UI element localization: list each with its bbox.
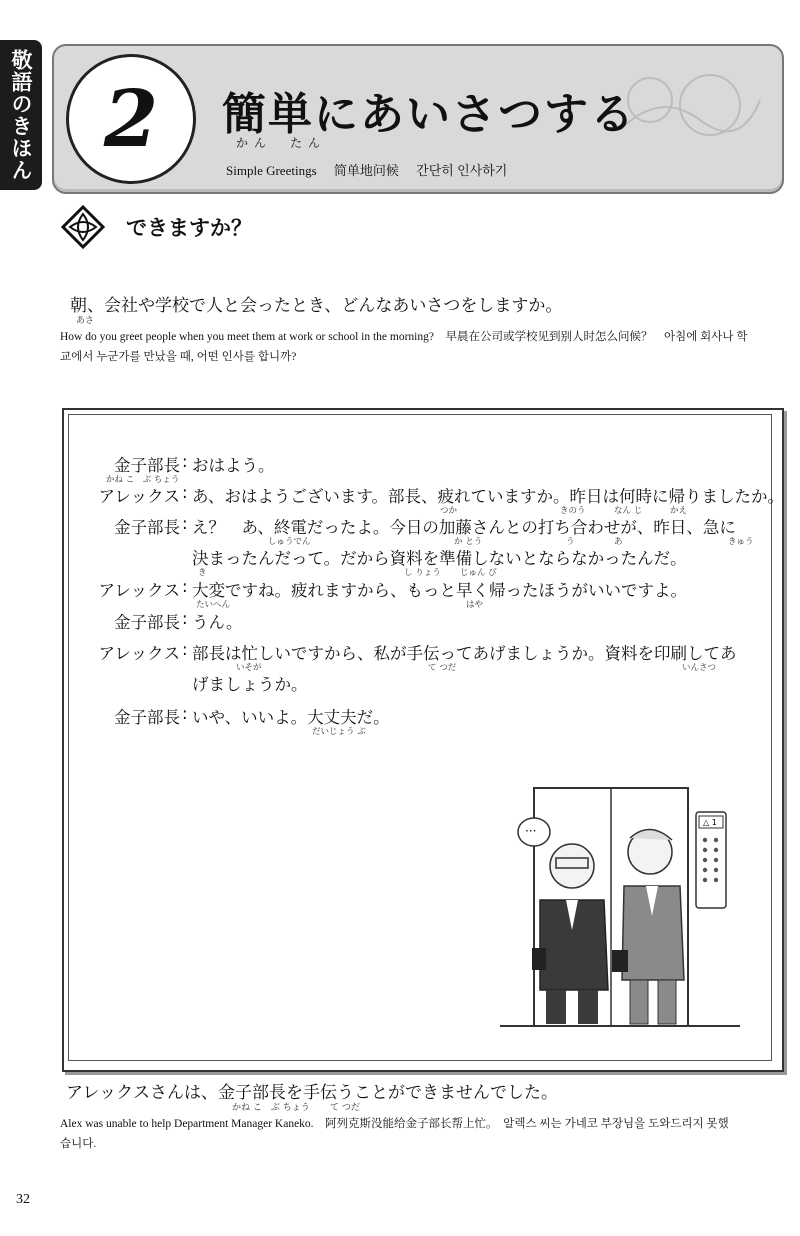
colon: :: [182, 452, 188, 471]
title-furigana-kan: かん: [236, 136, 273, 150]
subtitle-chinese: 简单地问候: [333, 163, 399, 178]
result-translation: [60, 1114, 780, 1154]
chapter-subtitle: [226, 160, 521, 179]
furigana-kae: かえ: [670, 506, 688, 516]
question-furigana: あさ: [76, 316, 95, 326]
furigana-ki: き: [198, 568, 207, 578]
furigana-shuuden: しゅうでん: [268, 537, 311, 547]
result-translation-line1: Alex was unable to help Department Manager Kaneko. 阿列克斯没能给金子部长帮上忙。 알렉스 씨는 가네코 부장님을 도와드리지 못했: [60, 1118, 729, 1130]
subtitle-korean: 간단히 인사하기: [416, 163, 508, 178]
chapter-number: 2: [66, 54, 196, 184]
furigana-tetsuda: て つだ: [428, 663, 457, 673]
colon: :: [182, 483, 188, 502]
diamond-ring-icon: [60, 204, 106, 250]
colon: :: [182, 640, 188, 659]
page-number: 32: [16, 1192, 30, 1207]
furigana-taihen: たいへん: [196, 600, 231, 610]
speech-text: 決まったんだって。だから資料を準備しないとならなかったんだ。: [192, 549, 687, 568]
colon: :: [182, 577, 188, 596]
kaneko-leg-left: [546, 990, 566, 1024]
elevator-panel-label: △ 1: [703, 818, 717, 827]
elevator-illustration: [500, 780, 740, 1040]
speaker-furigana: かね こ ぶ ちょう: [106, 475, 180, 485]
furigana-isoga: いそが: [236, 663, 262, 673]
furigana-nanji: なん じ: [614, 506, 643, 516]
question-text: 朝、会社や学校で人と会ったとき、どんなあいさつをしますか。: [70, 296, 563, 316]
colon: :: [182, 704, 188, 723]
furigana-katou: か とう: [454, 537, 483, 547]
speaker-kaneko: 金子部長: [114, 708, 180, 727]
alex-leg-left: [630, 980, 648, 1024]
speech-text: 部長は忙しいですから、私が手伝ってあげましょうか。資料を印刷してあ: [192, 644, 737, 663]
speech-text: おはよう。: [192, 456, 275, 475]
section-heading: できますか？: [126, 216, 252, 240]
chapter-title: 簡単にあいさつする: [222, 89, 636, 140]
furigana-kyuu: きゅう: [728, 537, 754, 547]
speech-text: いや、いいよ。大丈夫だ。: [192, 708, 390, 727]
colon: :: [182, 514, 188, 533]
colon: :: [182, 609, 188, 628]
result-furigana-tetsuda: て つだ: [330, 1103, 360, 1113]
question-translation-line2: 교에서 누군가를 만났을 때, 어떤 인사를 합니까?: [60, 351, 297, 363]
kaneko-briefcase: [532, 948, 546, 970]
alex-briefcase: [612, 950, 628, 972]
furigana-a: あ: [614, 537, 623, 547]
speech-text: うん。: [192, 613, 243, 632]
speaker-alex: アレックス: [98, 581, 180, 600]
speaker-kaneko: 金子部長: [114, 456, 180, 475]
speaker-kaneko: 金子部長: [114, 518, 180, 537]
furigana-daijoubu: だいじょう ぶ: [312, 727, 366, 737]
speaker-alex: アレックス: [98, 487, 180, 506]
title-furigana-tan: たん: [290, 136, 327, 150]
question-translation-line1: How do you greet people when you meet them at work or school in the morning? 早晨在公司或学校见到别人时怎么问候？ 아침에 회사나 학: [60, 331, 748, 343]
speaker-alex: アレックス: [98, 644, 180, 663]
furigana-tsuka: つか: [440, 506, 458, 516]
speech-text: げましょうか。: [192, 675, 308, 694]
speech-text: え？ あ、終電だったよ。今日の加藤さんとの打ち合わせが、昨日、急に: [192, 518, 736, 537]
result-translation-line2: 습니다.: [60, 1138, 97, 1150]
furigana-shiryou: し りょう: [404, 568, 441, 578]
question-translation: [60, 327, 780, 367]
subtitle-english: Simple Greetings: [226, 163, 317, 178]
speech-text: あ、おはようございます。部長、疲れていますか。昨日は何時に帰りましたか。: [192, 487, 785, 506]
thought-bubble-dots: ···: [525, 824, 537, 838]
kaneko-leg-right: [578, 990, 598, 1024]
furigana-haya: はや: [466, 600, 484, 610]
furigana-u: う: [566, 537, 575, 547]
result-text: アレックスさんは、金子部長を手伝うことができませんでした。: [66, 1083, 558, 1103]
result-furigana-kaneko: かね こ ぶ ちょう: [232, 1103, 310, 1113]
speech-text: 大変ですね。疲れますから、もっと早く帰ったほうがいいですよ。: [192, 581, 687, 600]
furigana-insatsu: いんさつ: [682, 663, 717, 673]
furigana-junbi: じゅん び: [460, 568, 497, 578]
alex-leg-right: [658, 980, 676, 1024]
side-tab-keigo-basics: 敬語のきほん: [0, 40, 42, 190]
furigana-kinou: きのう: [560, 506, 586, 516]
speaker-kaneko: 金子部長: [114, 613, 180, 632]
